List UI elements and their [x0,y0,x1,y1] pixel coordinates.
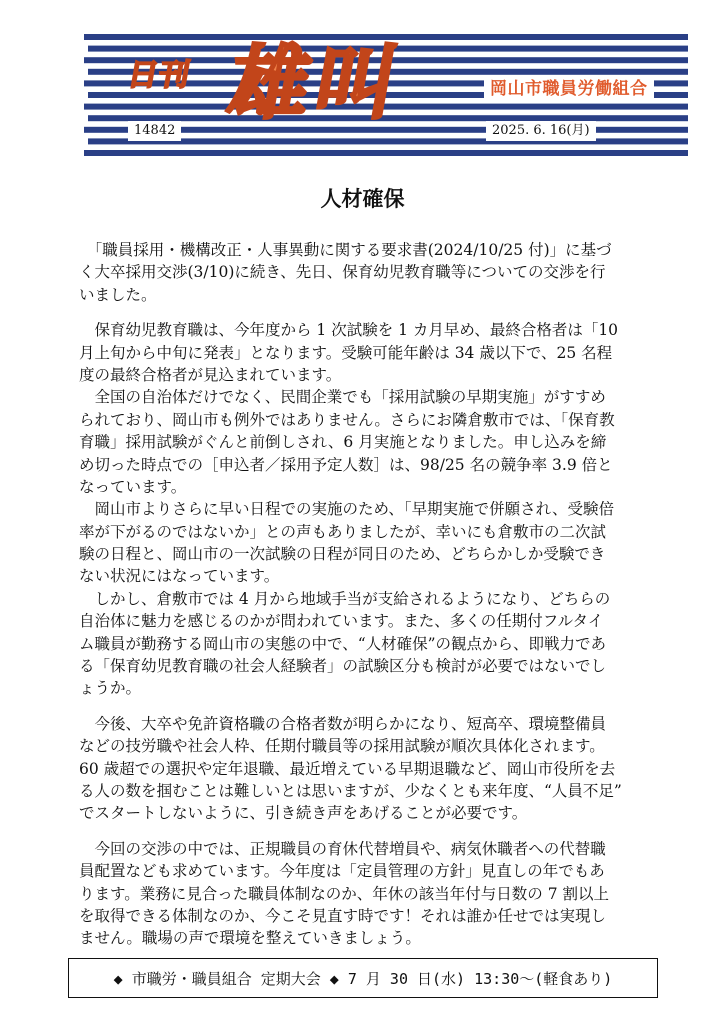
masthead [84,30,688,158]
article-line: 全国の自治体だけでなく、民間企業でも「採用試験の早期実施」がすすめ [79,388,606,407]
article-line: でスタートしないように、引き続き声をあげることが必要です。 [79,804,528,823]
article-line: 度の最終合格者が見込まれています。 [79,365,342,384]
article-line: ない状況にはなっています。 [79,567,280,586]
article-line: 験の日程と、岡山市の一次試験の日程が同日のため、どちらかしか受験でき [79,545,606,564]
article-line: 自治体に魅力を感じるのかが問われています。また、多くの任期付フルタイ [79,612,604,631]
article-line: を取得できる体制なのか、今こそ見直す時です！それは誰か任せでは実現し [79,906,607,925]
article-line: ります。業務に見合った職員体制なのか、年休の該当年付与日数の 7 割以上 [79,884,609,903]
article-line: め切った時点での［申込者／採用予定人数］は、98/25 名の競争率 3.9 倍と [79,455,613,474]
article-line: いました。 [79,285,157,304]
article-body [79,239,667,950]
article-line: る「保育幼児教育職の社会人経験者」の試験区分も検討が必要ではないでし [79,657,607,676]
article-paragraph [79,319,667,700]
article-line: 「職員採用・機構改正・人事異動に関する要求書(2024/10/25 付)」に基づ [79,241,612,259]
meeting-notice-box [68,958,658,998]
article-line: 今後、大卒や免許資格職の合格者数が明らかになり、短高卒、環境整備員 [79,714,607,733]
article-line: る人の数を掴むことは難しいとは思いますが、少なくとも来年度、“人員不足” [79,781,622,800]
masthead-brand-title: 雄叫 [221,37,411,130]
article-line: ません。職場の声で環境を整えていきましょう。 [79,929,421,948]
article-paragraph [79,713,667,825]
article-line: 今回の交渉の中では、正規職員の育休代替増員や、病気休職者への代替職 [79,839,606,858]
article-line: などの技労職や社会人枠、任期付職員等の採用試験が順次具体化されます。 [79,737,605,756]
article-line: 60 歳超での選択や定年退職、最近増えている早期退職など、岡山市役所を去 [79,759,616,778]
article-line: 員配置なども求めています。今年度は「定員管理の方針」見直しの年でもあ [79,862,605,881]
article-line: ム職員が勤務する岡山市の実態の中で、“人材確保”の観点から、即戦力であ [79,634,607,653]
page-title: 人材確保 [320,187,405,211]
article-line: 保育幼児教育職は、今年度から 1 次試験を 1 カ月早め、最終合格者は「10 [79,321,619,340]
article-line: ょうか。 [79,679,142,698]
article-line: 岡山市よりさらに早い日程での実施のため、「早期実施で併願され、受験倍 [79,500,615,519]
article-line: く大卒採用交渉(3/10)に続き、先日、保育幼児教育職等についての交渉を行 [79,263,606,282]
article-paragraph [79,838,667,950]
article-line: 月上旬から中旬に発表」となります。受験可能年齢は 34 歳以下で、25 名程 [79,343,613,362]
article-line: なっています。 [79,477,187,496]
meeting-notice-text: ◆ 市職労・職員組合 定期大会 ◆ 7 月 30 日(水) 13:30～(軽食あり) [113,969,613,988]
article-line: 育職」採用試験がぐんと前倒しされ、6 月実施となりました。申し込みを締 [79,433,607,452]
issue-date: 2025. 6. 16(月) [486,121,596,141]
issue-number: 14842 [128,121,181,141]
article-line: られており、岡山市も例外ではありません。さらにお隣倉敷市では、「保育教 [79,410,615,429]
article-paragraph [79,239,667,306]
masthead-stripe [84,150,688,156]
article-line: しかし、倉敷市では 4 月から地域手当が支給されるようになり、どちらの [79,589,611,608]
article-line: 率が下がるのではないか」との声もありましたが、幸いにも倉敷市の二次試 [79,522,607,541]
masthead-brand-small: 日刊 [125,58,194,93]
union-name: 岡山市職員労働組合 [484,75,654,103]
